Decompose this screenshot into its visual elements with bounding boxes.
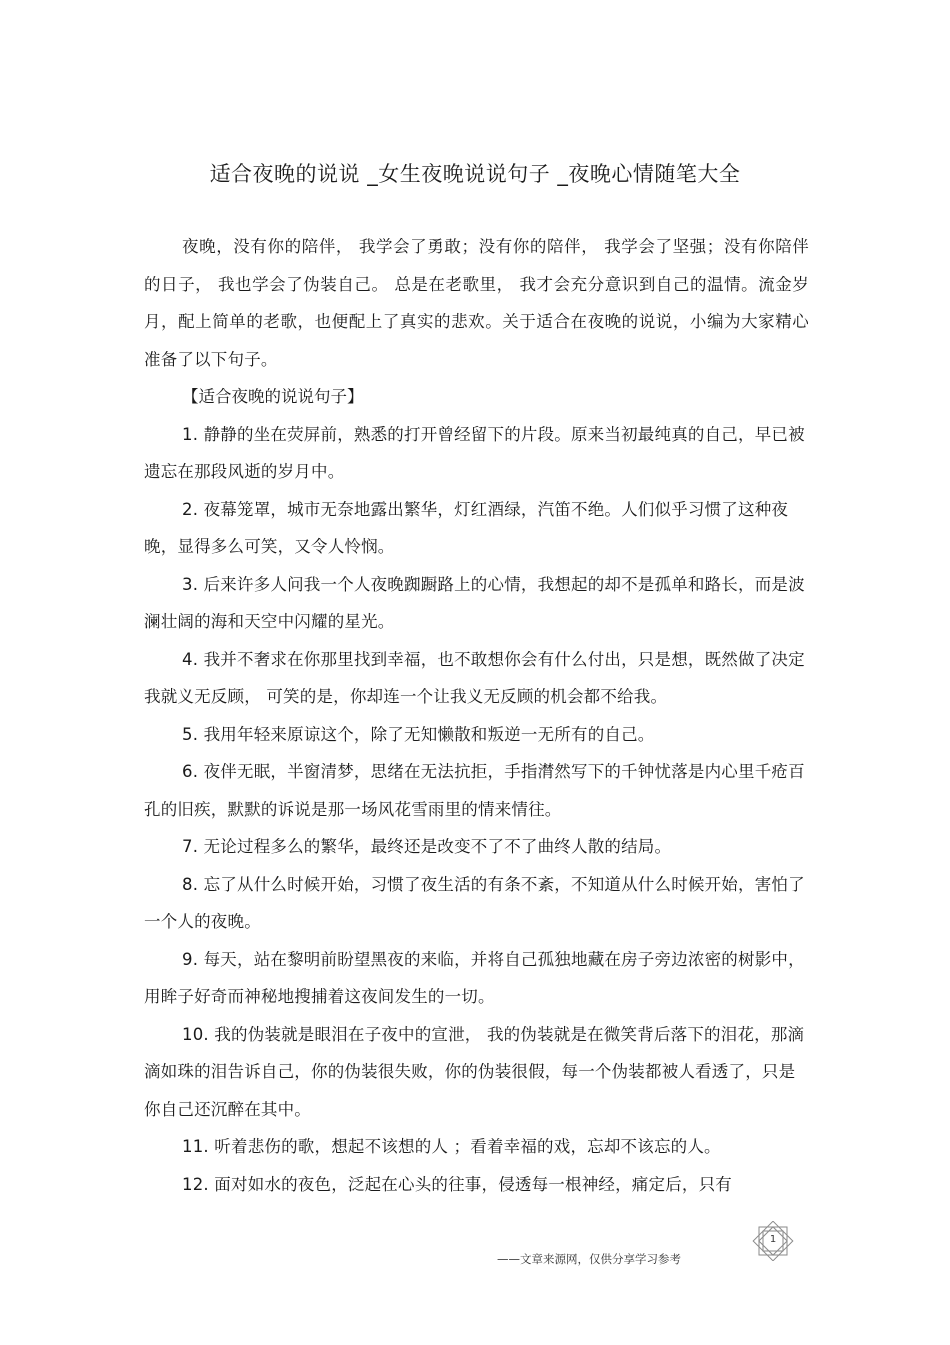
document-title: 适合夜晚的说说 _女生夜晚说说句子 _夜晚心情随笔大全 <box>209 162 741 186</box>
item-number: 11. <box>182 1137 209 1156</box>
item-text: 夜幕笼罩，城市无奈地露出繁华，灯红酒绿，汽笛不绝。人们似乎习惯了这种夜晚，显得多么可笑，又令人怜悯。 <box>144 499 789 556</box>
list-item <box>144 641 809 716</box>
item-number: 5. <box>182 724 199 744</box>
item-text: 我并不奢求在你那里找到幸福，也不敢想你会有什么付出，只是想，既然做了决定我就义无反顾， 可笑的是，你却连一个让我义无反顾的机会都不给我。 <box>144 649 805 706</box>
document-body <box>144 228 809 1203</box>
item-number: 7. <box>182 837 199 856</box>
item-number: 1. <box>182 424 199 444</box>
list-item <box>144 491 809 566</box>
intro-paragraph: 夜晚，没有你的陪伴， 我学会了勇敢；没有你的陪伴， 我学会了坚强；没有你陪伴的日子， 我也学会了伪装自己。 总是在老歌里， 我才会充分意识到自己的温情。流金岁月，配上简单的老歌，也便配上了真实的悲欢。关于适合在夜晚的说说，小编为大家精心准备了以下句子。 <box>144 237 809 369</box>
list-item <box>144 416 809 491</box>
item-text: 我用年轻来原谅这个，除了无知懒散和叛逆一无所有的自己。 <box>203 724 655 744</box>
item-number: 3. <box>182 574 199 594</box>
item-text: 静静的坐在荧屏前，熟悉的打开曾经留下的片段。原来当初最纯真的自己，早已被遗忘在那段风逝的岁月中。 <box>144 424 805 481</box>
item-text: 面对如水的夜色，泛起在心头的往事，侵透每一根神经，痛定后，只有 <box>214 1174 732 1194</box>
item-text: 听着悲伤的歌，想起不该想的人 ；看着幸福的戏，忘却不该忘的人。 <box>214 1137 721 1156</box>
page-number-badge <box>751 1221 795 1261</box>
list-item <box>144 828 809 866</box>
item-text: 夜伴无眠，半窗清梦，思绪在无法抗拒，手指潸然写下的千钟忧落是内心里千疮百孔的旧疾，默默的诉说是那一场风花雪雨里的情来情往。 <box>144 762 805 819</box>
list-item <box>144 1016 809 1129</box>
section-heading: 【适合夜晚的说说句子】 <box>182 387 364 406</box>
item-text: 我的伪装就是眼泪在子夜中的宣泄， 我的伪装就是在微笑背后落下的泪花，那滴滴如珠的泪告诉自己，你的伪装很失败，你的伪装很假，每一个伪装都被人看透了，只是你自己还沉醉在其中。 <box>144 1024 805 1119</box>
item-number: 12. <box>182 1174 209 1194</box>
list-item <box>144 941 809 1016</box>
list-item <box>144 753 809 828</box>
list-item <box>144 566 809 641</box>
list-item <box>144 1128 809 1166</box>
item-text: 每天，站在黎明前盼望黑夜的来临，并将自己孤独地藏在房子旁边浓密的树影中，用眸子好奇而神秘地搜捕着这夜间发生的一切。 <box>144 949 805 1006</box>
item-number: 10. <box>182 1024 209 1044</box>
item-number: 2. <box>182 499 199 519</box>
page-number: 1 <box>769 1234 777 1245</box>
item-number: 9. <box>182 949 199 969</box>
item-text: 后来许多人问我一个人夜晚踟蹰路上的心情，我想起的却不是孤单和路长，而是波澜壮阔的海和天空中闪耀的星光。 <box>144 574 805 631</box>
item-number: 8. <box>182 874 199 894</box>
item-number: 4. <box>182 649 199 669</box>
footer-note: ——文章来源网，仅供分享学习参考 <box>497 1252 681 1266</box>
list-item <box>144 1166 809 1204</box>
item-text: 忘了从什么时候开始，习惯了夜生活的有条不紊，不知道从什么时候开始，害怕了一个人的夜晚。 <box>144 874 805 931</box>
item-number: 6. <box>182 762 199 781</box>
item-text: 无论过程多么的繁华，最终还是改变不了不了曲终人散的结局。 <box>203 837 672 856</box>
list-item <box>144 866 809 941</box>
list-item <box>144 716 809 754</box>
